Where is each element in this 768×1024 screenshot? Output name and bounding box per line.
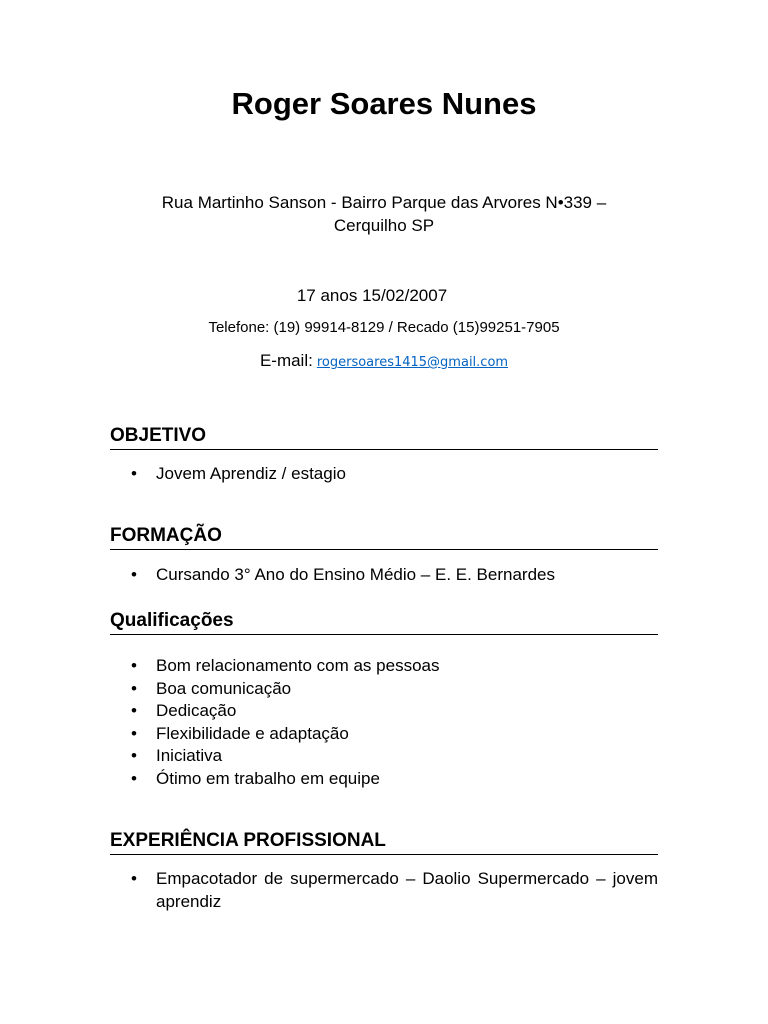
list-item: • Empacotador de supermercado – Daolio Supermercado – jovem aprendiz	[110, 868, 658, 913]
email-link[interactable]: rogersoares1415@gmail.com	[316, 355, 509, 370]
list-item: • Boa comunicação	[110, 678, 658, 701]
section-title-objetivo: OBJETIVO	[110, 424, 658, 450]
age-birthdate: 17 anos 15/02/2007	[296, 286, 448, 305]
list-item: • Jovem Aprendiz / estagio	[110, 463, 658, 486]
objetivo-list	[110, 463, 658, 486]
section-title-qualificacoes: Qualificações	[110, 609, 658, 635]
formacao-list	[110, 564, 658, 587]
experiencia-list	[110, 868, 658, 913]
list-item: • Dedicação	[110, 700, 658, 723]
list-item: • Bom relacionamento com as pessoas	[110, 655, 658, 678]
phone-line: Telefone: (19) 99914-8129 / Recado (15)99251-7905	[208, 319, 560, 336]
email-line	[0, 349, 768, 375]
email-label: E-mail:	[259, 351, 313, 370]
section-title-formacao: FORMAÇÃO	[110, 524, 658, 550]
qualificacoes-list	[110, 655, 658, 791]
list-item: • Iniciativa	[110, 745, 658, 768]
list-item: • Flexibilidade e adaptação	[110, 723, 658, 746]
section-title-experiencia: EXPERIÊNCIA PROFISSIONAL	[110, 829, 658, 855]
address: Rua Martinho Sanson - Bairro Parque das Arvores N•339 – Cerquilho SP	[161, 193, 607, 235]
list-item: • Ótimo em trabalho em equipe	[110, 768, 658, 791]
list-item: • Cursando 3° Ano do Ensino Médio – E. E. Bernardes	[110, 564, 658, 587]
candidate-name: Roger Soares Nunes	[231, 86, 537, 121]
